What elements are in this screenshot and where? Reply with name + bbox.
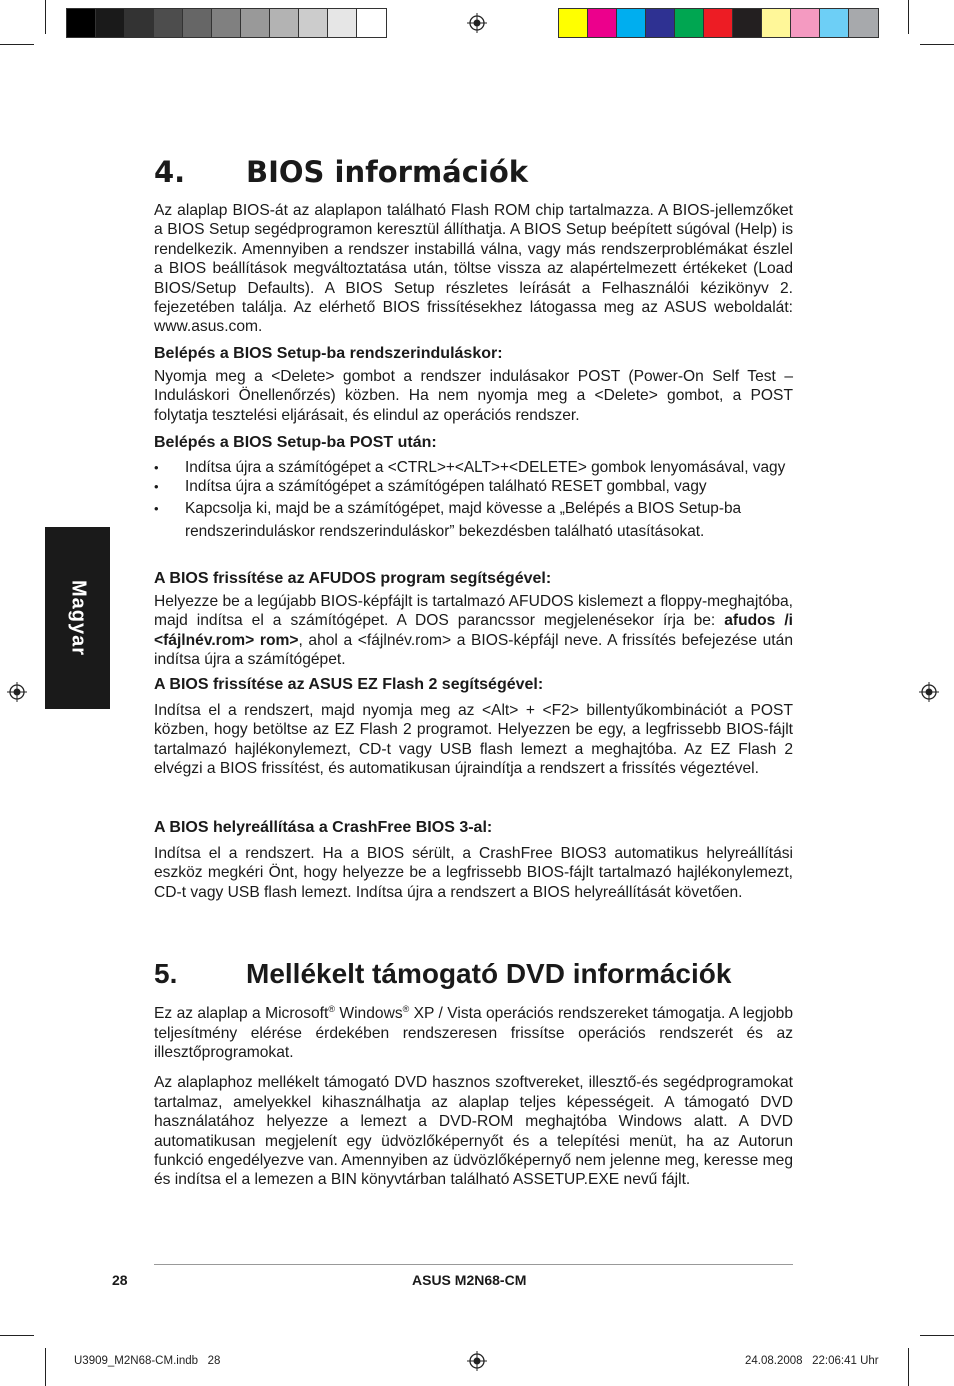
section-4-heading <box>154 155 793 189</box>
subsection-bios-post <box>154 434 793 543</box>
registration-mark-icon <box>919 682 939 702</box>
color-swatch <box>154 9 183 37</box>
language-side-tab <box>45 527 110 709</box>
list-item: • Kapcsolja ki, majd be a számítógépet, majd kövesse a „Belépés a BIOS Setup-ba rendszerinduláskor rendszerinduláskor” bekezdésben található utasításokat. <box>154 497 793 543</box>
crop-mark <box>0 1335 34 1336</box>
color-swatch <box>559 9 588 37</box>
subsection-ez-flash <box>154 676 793 779</box>
p1-text-b: Windows <box>335 1005 403 1023</box>
subsection-title: A BIOS frissítése az AFUDOS program segítségével: <box>154 570 552 587</box>
color-swatch <box>791 9 820 37</box>
crop-mark <box>45 0 46 34</box>
color-swatch <box>357 9 386 37</box>
color-swatch <box>183 9 212 37</box>
bullet-list <box>154 458 793 543</box>
color-swatch <box>675 9 704 37</box>
crop-mark <box>908 0 909 34</box>
color-swatch <box>270 9 299 37</box>
crop-mark <box>45 1348 46 1386</box>
section-5-body <box>154 1000 793 1190</box>
slug-file: U3909_M2N68-CM.indb 28 <box>74 1355 221 1367</box>
subsection-title: Belépés a BIOS Setup-ba POST után: <box>154 434 437 451</box>
subsection-paragraph: Indítsa el a rendszert, majd nyomja meg az <Alt> + <F2> billentyűkombinációt a POST közben, hogy betöltse az EZ Flash 2 programot. Helyezzen be egy, a legfrissebb BIOS-fájlt tartalmazó hajlékonylemezt, CD-t vagy USB flash lemezt a meghajtóba. Az EZ Flash 2 elvégzi a BIOS frissítést, és automatikusan újraindítja a rendszert a frissítés végeztével. <box>154 702 793 778</box>
subsection-title: Belépés a BIOS Setup-ba rendszerinduláskor: <box>154 345 503 362</box>
section-title: BIOS információk <box>246 155 529 189</box>
subsection-paragraph: Indítsa el a rendszert. Ha a BIOS sérült, a CrashFree BIOS3 automatikus helyreállítási eszköz megkéri Önt, hogy helyezze be a legfrissebb BIOS-fájlt tartalmazó hajlékonylemezt, CD-t vagy USB flash lemezt. Indítsa újra a rendszert a BIOS helyreállítását követően. <box>154 845 793 901</box>
gray-scale-bar <box>66 8 387 38</box>
color-swatch <box>588 9 617 37</box>
section-5-paragraph-2: Az alaplaphoz mellékelt támogató DVD hasznos szoftvereket, illesztő-és segédprogramokat tartalmaz, amelyekkel kihasználhatja az alaplap teljes képességeit. A támogató DVD használatához helyezze a lemezt a DVD-ROM meghajtóba Windows alatt. A DVD automatikusan megjelenít egy üdvözlőképernyőt és a telepítési menüt, ha az Autorun funkció engedélyezve van. Amennyiben az üdvözlőképernyő nem jelenne meg, keresse meg és indítsa el a lemezen a BIN könyvtárban található ASSETUP.EXE nevű fájlt. <box>154 1074 793 1189</box>
p1-text-a: Ez az alaplap a Microsoft <box>154 1005 329 1023</box>
crop-mark <box>920 44 954 45</box>
subsection-title: A BIOS frissítése az ASUS EZ Flash 2 segítségével: <box>154 676 544 693</box>
registered-mark: ® <box>402 1004 410 1014</box>
list-item: • Indítsa újra a számítógépet a <CTRL>+<ALT>+<DELETE> gombok lenyomásával, vagy <box>154 458 793 477</box>
color-swatch <box>241 9 270 37</box>
registration-mark-icon <box>467 1351 487 1371</box>
subsection-paragraph: Nyomja meg a <Delete> gombot a rendszer indulásakor POST (Power-On Self Test – Induláskori Önellenőrzés) közben. Ha nem nyomja meg a <Delete> gombot, a POST folytatja tesztelési eljárásait, és elindul az operációs rendszer. <box>154 368 793 424</box>
color-swatch <box>733 9 762 37</box>
footer-rule <box>154 1264 793 1265</box>
afudos-text-start: Helyezze be a legújabb BIOS-képfájlt is tartalmazó AFUDOS kislemezt a floppy-meghajtóba, majd indítsa el a számítógépet. A DOS parancssor megjelenésekor írja be: <box>154 593 793 630</box>
color-swatch <box>96 9 125 37</box>
section-4-intro <box>154 201 793 337</box>
subsection-afudos <box>154 570 793 670</box>
color-swatch <box>849 9 878 37</box>
color-swatch <box>646 9 675 37</box>
product-name: ASUS M2N68-CM <box>412 1272 527 1288</box>
afudos-command: afudos /i <fájlnév.rom> rom> <box>154 612 793 649</box>
color-swatch <box>328 9 357 37</box>
registration-mark-icon <box>467 13 487 33</box>
section-5-heading <box>154 958 793 990</box>
p1-text-c: XP / Vista operációs rendszereket támogatja. A legjobb teljesítmény elérése érdekében rendszeresen frissítse operációs rendszerét és az illesztőprogramokat. <box>154 1005 793 1061</box>
color-swatch <box>704 9 733 37</box>
color-swatch <box>212 9 241 37</box>
subsection-title: A BIOS helyreállítása a CrashFree BIOS 3-al: <box>154 819 493 836</box>
page-number: 28 <box>112 1272 128 1288</box>
section-number: 4. <box>154 155 186 189</box>
subsection-paragraph <box>154 592 793 670</box>
section-title: Mellékelt támogató DVD információk <box>246 958 732 989</box>
subsection-bios-startup <box>154 345 793 425</box>
crop-mark <box>0 44 34 45</box>
slug-timestamp: 24.08.2008 22:06:41 Uhr <box>745 1355 879 1367</box>
color-swatch <box>820 9 849 37</box>
crop-mark <box>908 1348 909 1386</box>
afudos-text-end: , ahol a <fájlnév.rom> a BIOS-képfájl neve. A frissítés befejezése után indítsa újra a számítógépet. <box>154 631 793 669</box>
section-number: 5. <box>154 958 178 989</box>
intro-paragraph: Az alaplap BIOS-át az alaplapon található Flash ROM chip tartalmazza. A BIOS-jellemzőket a BIOS Setup segédprogramon keresztül állíthatja. A BIOS Setup beépített súgóval (Help) is rendelkezik. Amennyiben a rendszer instabillá válna, vagy más rendszerproblémákat észlel a BIOS beállítások megváltoztatása után, töltse vissza az alapértelmezett értékeket (Load BIOS/Setup Defaults). A BIOS Setup részletes leírását a Felhasználói kézikönyv 2. fejezetében találja. Az elérhető BIOS frissítésekhez látogassa meg az ASUS weboldalát: www.asus.com. <box>154 202 793 336</box>
color-swatch <box>299 9 328 37</box>
color-scale-bar <box>558 8 879 38</box>
crop-mark <box>920 1335 954 1336</box>
subsection-crashfree <box>154 819 793 902</box>
side-tab-label: Magyar <box>67 579 89 657</box>
color-swatch <box>67 9 96 37</box>
registration-mark-icon <box>7 682 27 702</box>
color-swatch <box>617 9 646 37</box>
list-item: • Indítsa újra a számítógépet a számítógépen található RESET gombbal, vagy <box>154 477 793 496</box>
registered-mark: ® <box>328 1004 335 1014</box>
color-swatch <box>762 9 791 37</box>
section-5-paragraph-1 <box>154 1000 793 1062</box>
color-swatch <box>125 9 154 37</box>
